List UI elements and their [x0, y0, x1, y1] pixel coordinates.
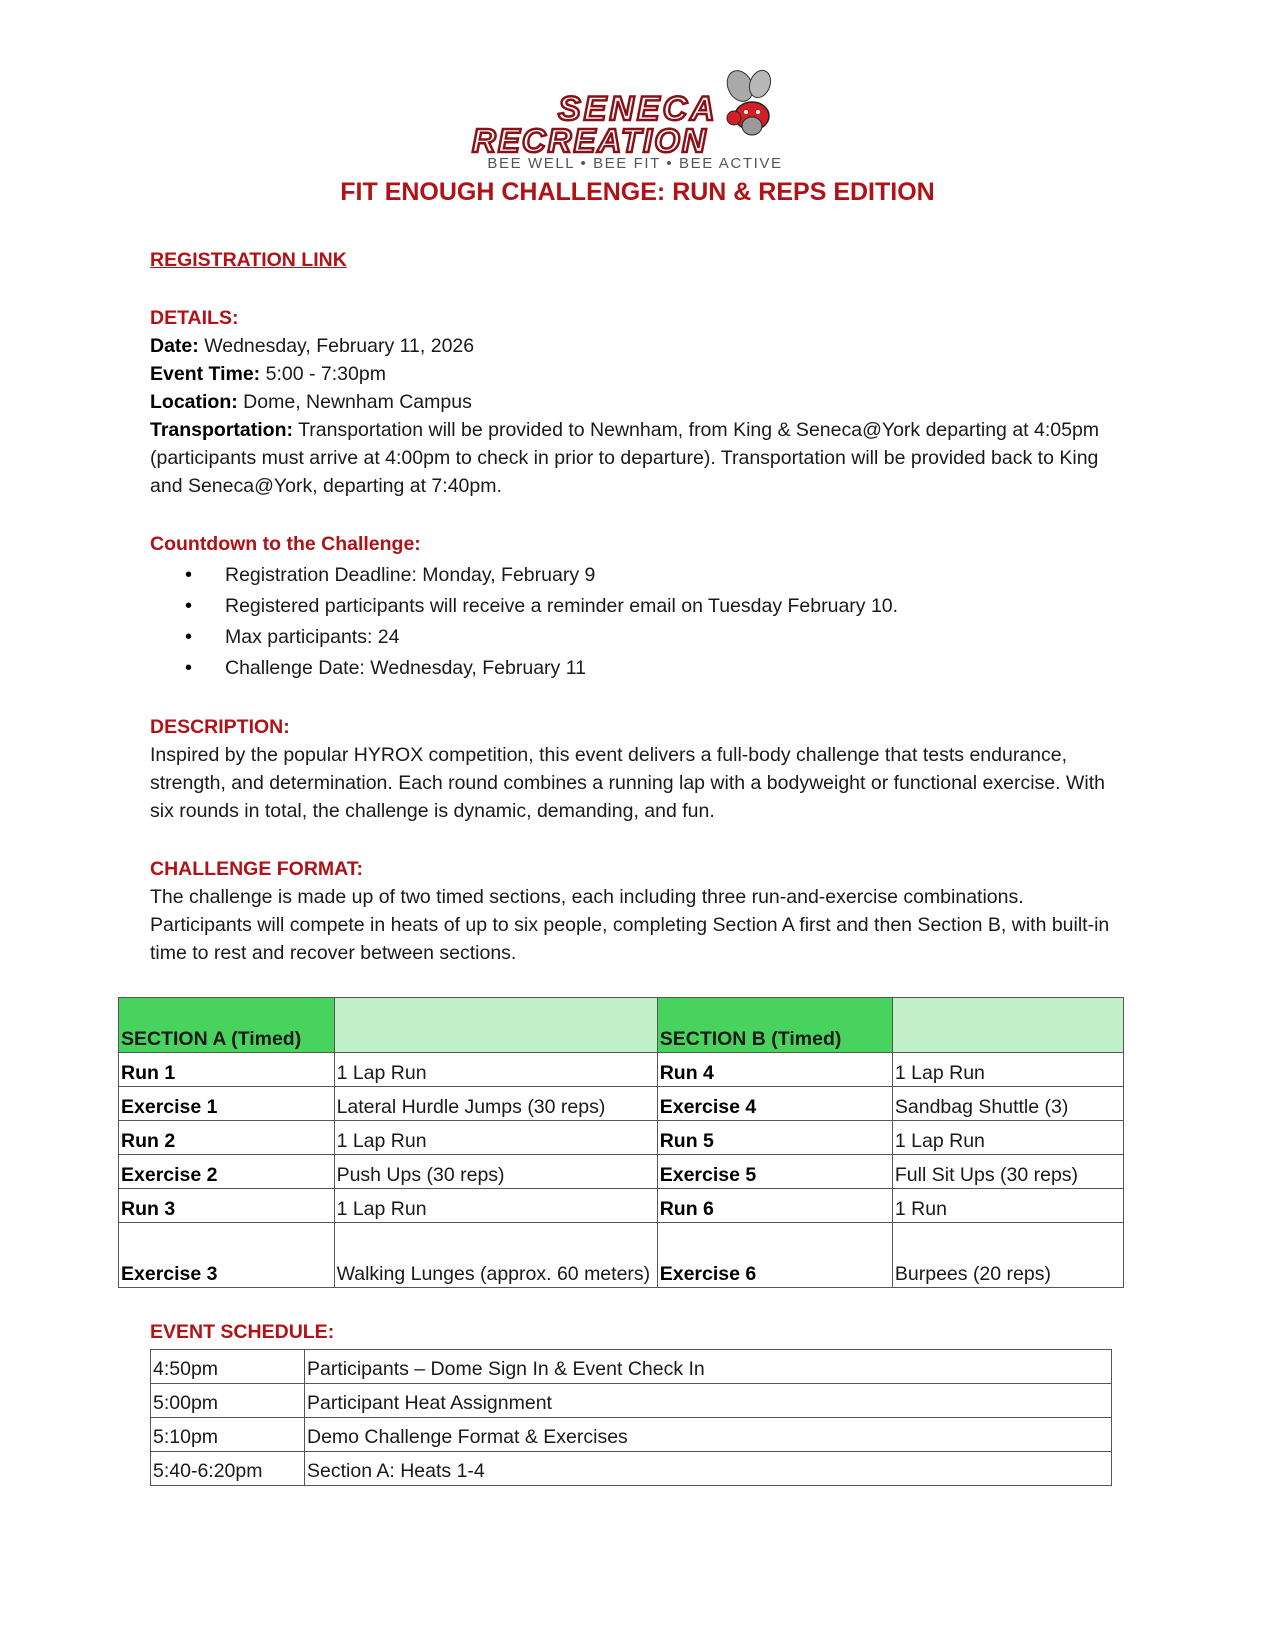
transportation-line — [150, 416, 1130, 500]
section-b-header-blank — [892, 998, 1123, 1053]
schedule-table — [150, 1349, 1112, 1486]
a-label: Run 2 — [119, 1121, 335, 1155]
table-row — [119, 1155, 1124, 1189]
countdown-item: • Challenge Date: Wednesday, February 11 — [225, 653, 1130, 684]
schedule-time: 5:00pm — [151, 1384, 305, 1418]
description-section — [150, 713, 1130, 825]
table-row — [119, 1087, 1124, 1121]
table-row — [119, 1223, 1124, 1288]
schedule-row — [151, 1452, 1112, 1486]
a-label: Run 1 — [119, 1053, 335, 1087]
a-value: Lateral Hurdle Jumps (30 reps) — [334, 1087, 657, 1121]
countdown-list — [150, 560, 1130, 684]
schedule-time: 4:50pm — [151, 1350, 305, 1384]
schedule-activity: Participant Heat Assignment — [305, 1384, 1112, 1418]
countdown-item: • Registration Deadline: Monday, February 9 — [225, 560, 1130, 591]
table-row — [119, 1053, 1124, 1087]
table-row — [119, 1121, 1124, 1155]
details-heading: DETAILS: — [150, 307, 239, 329]
transportation-value: Transportation will be provided to Newnham, from King & Seneca@York departing at 4:05pm (participants must arrive at 4:00pm to check in prior to departure). Transportation will be provided back to King and Seneca@York, departing at 7:40pm. — [150, 419, 1100, 497]
b-label: Run 6 — [657, 1189, 892, 1223]
schedule-row — [151, 1384, 1112, 1418]
b-value: Sandbag Shuttle (3) — [892, 1087, 1123, 1121]
a-label: Exercise 3 — [119, 1223, 335, 1288]
challenge-table — [118, 997, 1124, 1288]
challenge-format-text: The challenge is made up of two timed sections, each including three run-and-exercise combinations. Participants will compete in heats of up to six people, completing Section A first and then Section B, with built-in time to rest and recover between sections. — [150, 886, 1110, 964]
schedule-time: 5:40-6:20pm — [151, 1452, 305, 1486]
date-label: Date: — [150, 335, 199, 357]
countdown-item: • Max participants: 24 — [225, 622, 1130, 653]
a-label: Run 3 — [119, 1189, 335, 1223]
countdown-section — [150, 530, 1130, 684]
schedule-activity: Section A: Heats 1-4 — [305, 1452, 1112, 1486]
registration-link[interactable]: REGISTRATION LINK — [150, 249, 347, 271]
schedule-time: 5:10pm — [151, 1418, 305, 1452]
a-label: Exercise 2 — [119, 1155, 335, 1189]
event-time-line — [150, 360, 1130, 388]
location-label: Location: — [150, 391, 238, 413]
schedule-activity: Participants – Dome Sign In & Event Check In — [305, 1350, 1112, 1384]
transportation-label: Transportation: — [150, 419, 294, 441]
a-value: 1 Lap Run — [334, 1121, 657, 1155]
svg-text:SENECA: SENECA — [558, 90, 718, 128]
b-label: Exercise 5 — [657, 1155, 892, 1189]
description-heading: DESCRIPTION: — [150, 716, 290, 738]
b-label: Run 5 — [657, 1121, 892, 1155]
countdown-heading: Countdown to the Challenge: — [150, 533, 421, 555]
b-value: 1 Lap Run — [892, 1053, 1123, 1087]
schedule-heading: EVENT SCHEDULE: — [150, 1321, 335, 1343]
location-line — [150, 388, 1130, 416]
event-time-value: 5:00 - 7:30pm — [265, 363, 386, 385]
a-value: Walking Lunges (approx. 60 meters) — [334, 1223, 657, 1288]
schedule-row — [151, 1418, 1112, 1452]
hornet-mascot-icon — [470, 68, 800, 158]
a-label: Exercise 1 — [119, 1087, 335, 1121]
b-label: Run 4 — [657, 1053, 892, 1087]
table-header-row — [119, 998, 1124, 1053]
location-value: Dome, Newnham Campus — [243, 391, 472, 413]
a-value: Push Ups (30 reps) — [334, 1155, 657, 1189]
section-b-header: SECTION B (Timed) — [657, 998, 892, 1053]
schedule-activity: Demo Challenge Format & Exercises — [305, 1418, 1112, 1452]
page-title: FIT ENOUGH CHALLENGE: RUN & REPS EDITION — [340, 178, 935, 206]
date-line — [150, 332, 1130, 360]
a-value: 1 Lap Run — [334, 1189, 657, 1223]
a-value: 1 Lap Run — [334, 1053, 657, 1087]
b-label: Exercise 4 — [657, 1087, 892, 1121]
section-a-header-blank — [334, 998, 657, 1053]
details-section — [150, 304, 1130, 500]
b-value: 1 Run — [892, 1189, 1123, 1223]
schedule-row — [151, 1350, 1112, 1384]
b-value: Full Sit Ups (30 reps) — [892, 1155, 1123, 1189]
countdown-item: • Registered participants will receive a reminder email on Tuesday February 10. — [225, 591, 1130, 622]
date-value: Wednesday, February 11, 2026 — [204, 335, 475, 357]
b-value: 1 Lap Run — [892, 1121, 1123, 1155]
b-label: Exercise 6 — [657, 1223, 892, 1288]
section-a-header: SECTION A (Timed) — [119, 998, 335, 1053]
challenge-format-section — [150, 855, 1130, 967]
logo-tagline: BEE WELL • BEE FIT • BEE ACTIVE — [487, 155, 783, 172]
table-row — [119, 1189, 1124, 1223]
svg-text:RECREATION: RECREATION — [472, 122, 708, 158]
b-value: Burpees (20 reps) — [892, 1223, 1123, 1288]
description-text: Inspired by the popular HYROX competition, this event delivers a full-body challenge that tests endurance, strength, and determination. Each round combines a running lap with a bodyweight or functional exercise. With six rounds in total, the challenge is dynamic, demanding, and fun. — [150, 744, 1105, 822]
challenge-format-heading: CHALLENGE FORMAT: — [150, 858, 364, 880]
event-time-label: Event Time: — [150, 363, 261, 385]
